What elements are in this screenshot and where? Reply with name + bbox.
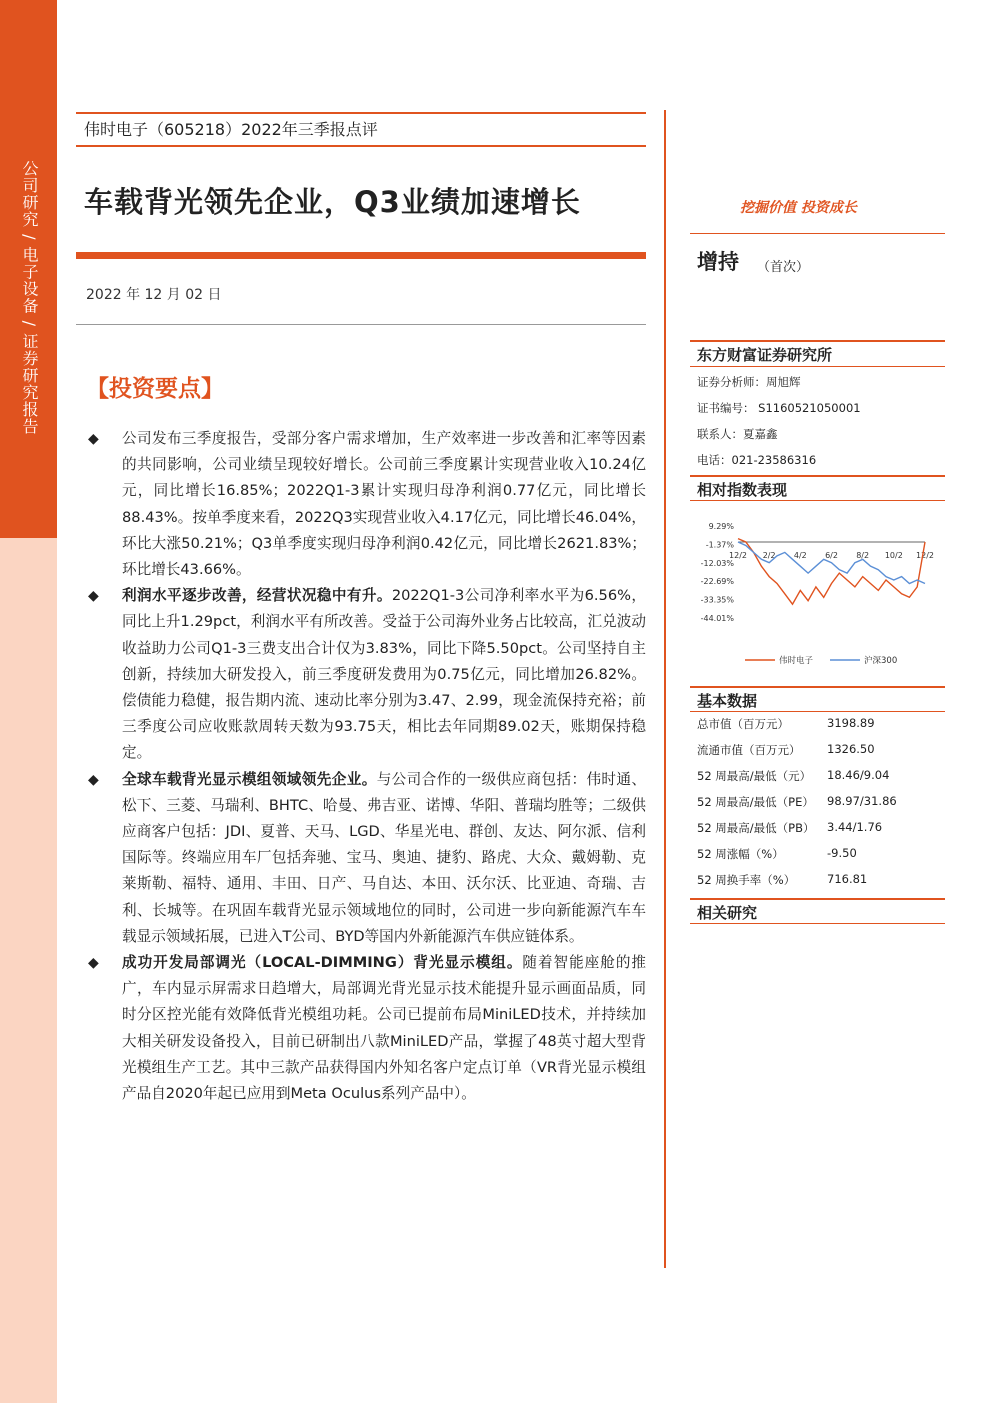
- bullet-text: 随着智能座舱的推广，车内显示屏需求日趋增大，局部调光背光显示技术能提升显示画面品质，同时分区控光能有效降低背光模组功耗。公司已提前布局MiniLED技术，并持续加大相关研发设备投入，目前已研制出八款MiniLED产品，掌握了48英寸超大型背光模组生产工艺。其中三款产品获得国内外知名客户定点订单（VR背光显示模组产品自2020年起已应用到Meta Oculus系列产品中）。: [122, 954, 646, 1103]
- bullet-item: [88, 950, 646, 1107]
- basic-data-value: 18.46/9.04: [827, 768, 890, 782]
- related-research-title: 相关研究: [697, 904, 758, 922]
- x-tick-label: 8/2: [856, 551, 870, 561]
- series-line: [738, 539, 925, 605]
- contact-person: 联系人：夏嘉鑫: [697, 427, 778, 441]
- sidebar-lower-band: [0, 538, 57, 1403]
- series-line: [738, 542, 925, 584]
- basic-data-row: [697, 872, 945, 888]
- x-tick-label: 4/2: [793, 551, 807, 561]
- basic-data-label: 52 周最高/最低（元）: [697, 769, 812, 783]
- basic-data-value: 98.97/31.86: [827, 794, 897, 808]
- basic-title-rule: [690, 711, 945, 712]
- basic-data-value: 1326.50: [827, 742, 875, 756]
- y-tick-label: -44.01%: [700, 614, 734, 623]
- basic-data-row: [697, 768, 945, 784]
- header-top-rule: [76, 112, 646, 114]
- basic-data-value: 3198.89: [827, 716, 875, 730]
- y-tick-label: -33.35%: [700, 595, 734, 605]
- chart-top-rule: [690, 475, 945, 477]
- page-title: 车载背光领先企业，Q3业绩加速增长: [84, 185, 581, 219]
- header-rule: [76, 145, 646, 147]
- chart-title-rule: [690, 500, 945, 501]
- basic-data-value: -9.50: [827, 846, 857, 860]
- rating-note: （首次）: [757, 260, 810, 275]
- diamond-bullet-icon: ◆: [88, 588, 99, 605]
- basic-data-row: [697, 794, 945, 810]
- bullet-item: [88, 583, 646, 766]
- y-tick-label: -1.37%: [705, 540, 734, 550]
- basic-data-title: 基本数据: [697, 692, 758, 710]
- relative-index-chart: [690, 512, 945, 672]
- x-tick-label: 12/2: [916, 551, 934, 561]
- bullet-heading: 全球车载背光显示模组领域领先企业。: [122, 770, 377, 788]
- legend-label: 伟时电子: [779, 656, 814, 666]
- diamond-bullet-icon: ◆: [88, 955, 99, 972]
- legend-label: 沪深300: [864, 656, 898, 666]
- analyst: 证券分析师：周旭辉: [697, 375, 801, 389]
- bullet-text: 与公司合作的一级供应商包括：伟时通、松下、三菱、马瑞利、BHTC、哈曼、弗吉亚、诺博、华阳、普瑞均胜等；二级供应商客户包括：JDI、夏普、天马、LGD、华星光电、群创、友达、阿尔派、信利国际等。终端应用车厂包括奔驰、宝马、奥迪、捷豹、路虎、大众、戴姆勒、克莱斯勒、福特、通用、丰田、日产、马自达、本田、沃尔沃、比亚迪、奇瑞、吉利、长城等。在巩固车载背光显示领域地位的同时，公司进一步向新能源汽车车载显示领域拓展，已进入T公司、BYD等国内外新能源汽车供应链体系。: [122, 770, 646, 945]
- section-title: 【投资要点】: [86, 376, 224, 402]
- bullet-text: 公司发布三季度报告，受部分客户需求增加，生产效率进一步改善和汇率等因素的共同影响，公司业绩呈现较好增长。公司前三季度累计实现营业收入10.24亿元，同比增长16.85%；2022Q1-3累计实现归母净利润0.77亿元，同比增长88.43%。按单季度来看，2022Q3实现营业收入4.17亿元，同比增长46.04%，环比大涨50.21%；Q3单季度实现归母净利润0.42亿元，同比增长2621.83%；环比增长43.66%。: [122, 430, 646, 579]
- basic-data-value: 3.44/1.76: [827, 820, 883, 834]
- investment-points: [88, 426, 646, 1107]
- basic-data-value: 716.81: [827, 872, 868, 886]
- firm-rule: [690, 366, 945, 367]
- sidebar-category-text: 公司研究 / 电子设备 / 证券研究报告: [20, 160, 39, 436]
- column-divider: [664, 110, 666, 1268]
- bullet-item: [88, 767, 646, 950]
- basic-data-label: 流通市值（百万元）: [697, 743, 801, 757]
- basic-data-label: 52 周涨幅（%）: [697, 847, 784, 861]
- basic-data-label: 52 周最高/最低（PE）: [697, 795, 814, 809]
- basic-top-rule: [690, 686, 945, 688]
- x-tick-label: 10/2: [884, 551, 903, 561]
- firm-top-rule: [690, 340, 945, 342]
- basic-data-label: 52 周最高/最低（PB）: [697, 821, 815, 835]
- bullet-heading: 利润水平逐步改善，经营状况稳中有升。: [122, 587, 392, 605]
- basic-data-row: [697, 716, 945, 732]
- x-tick-label: 6/2: [825, 551, 838, 561]
- y-tick-label: -22.69%: [700, 577, 734, 587]
- related-rule: [690, 923, 945, 924]
- basic-data-label: 总市值（百万元）: [697, 717, 789, 731]
- slogan: 挖掘价值 投资成长: [740, 200, 857, 216]
- y-tick-label: -12.03%: [700, 558, 734, 568]
- basic-data-row: [697, 742, 945, 758]
- phone: 电话：021-23586316: [697, 453, 817, 467]
- title-bar-rule: [76, 252, 646, 259]
- x-tick-label: 2/2: [762, 551, 776, 561]
- report-id: 伟时电子（605218）2022年三季报点评: [84, 120, 378, 139]
- bullet-item: [88, 426, 646, 583]
- chart-title: 相对指数表现: [697, 481, 788, 499]
- x-tick-label: 12/2: [729, 551, 747, 561]
- diamond-bullet-icon: ◆: [88, 431, 99, 447]
- certificate-number: 证书编号： S1160521050001: [697, 401, 861, 415]
- rating-top-rule: [690, 233, 945, 234]
- related-top-rule: [690, 898, 945, 900]
- rating: 增持: [697, 250, 739, 274]
- diamond-bullet-icon: ◆: [88, 771, 99, 788]
- basic-data-label: 52 周换手率（%）: [697, 873, 796, 887]
- research-firm: 东方财富证券研究所: [697, 346, 833, 364]
- date-rule: [76, 324, 646, 325]
- bullet-text: 2022Q1-3公司净利率水平为6.56%，同比上升1.29pct，利润水平有所改善。受益于公司海外业务占比较高，汇兑波动收益助力公司Q1-3三费支出合计仅为3.83%，同比下降5.50pct。公司坚持自主创新，持续加大研发投入，前三季度研发费用为0.75亿元，同比增加26.82%。偿债能力稳健，报告期内流、速动比率分别为3.47、2.99，现金流保持充裕；前三季度公司应收账款周转天数为93.75天，相比去年同期89.02天，账期保持稳定。: [122, 587, 646, 762]
- bullet-heading: 成功开发局部调光（LOCAL-DIMMING）背光显示模组。: [122, 954, 523, 972]
- report-date: 2022 年 12 月 02 日: [86, 287, 222, 303]
- basic-data-row: [697, 820, 945, 836]
- basic-data-row: [697, 846, 945, 862]
- y-tick-label: 9.29%: [708, 522, 734, 531]
